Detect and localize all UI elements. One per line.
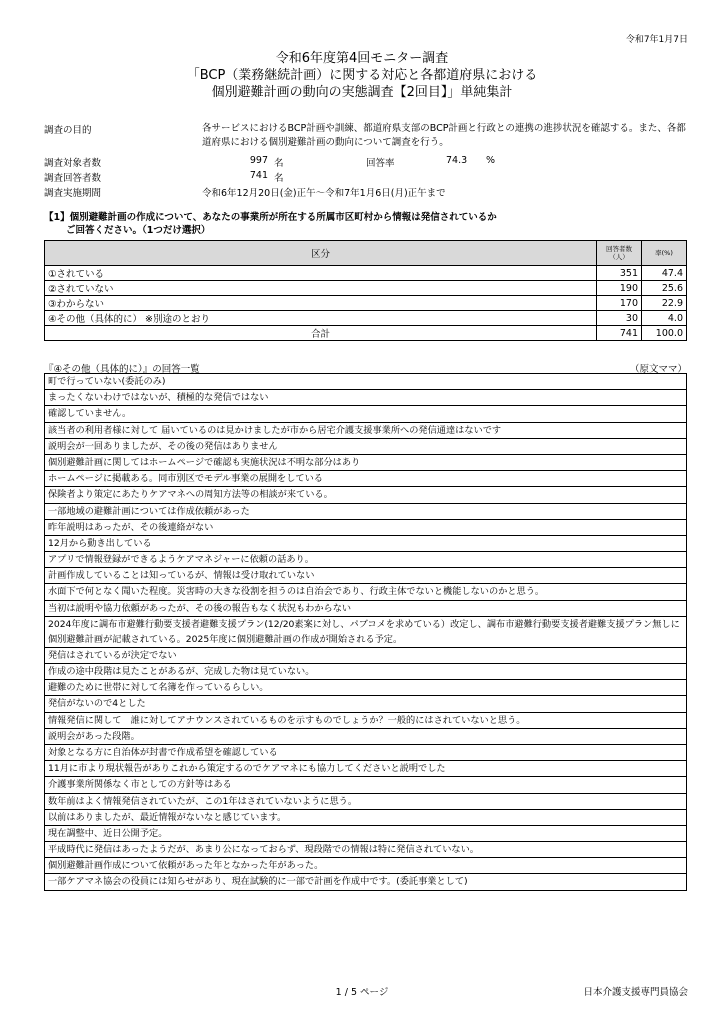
list-item: 2024年度に調布市避難行動要支援者避難支援プラン(12/20素案に対し、パブコメを求めている）改定し、調布市避難行動要支援者避難支援プラン無しに個別避難計画が記載されている。2025年度に個別避難計画の作成が開始される予定。 bbox=[45, 617, 686, 648]
header-rate: 率(%) bbox=[642, 241, 687, 266]
table-total-row bbox=[45, 326, 687, 341]
list-item: 個別避難計画に関してはホームページで確認も実施状況は不明な部分はあり bbox=[45, 455, 686, 471]
list-item: 発信はされているが決定でない bbox=[45, 648, 686, 664]
row-rate: 4.0 bbox=[642, 311, 687, 326]
respondents-label: 調査回答者数 bbox=[44, 173, 102, 184]
list-item: 以前はありましたが、最近情報がないなと感じています。 bbox=[45, 810, 686, 826]
respondents-unit: 名 bbox=[274, 173, 284, 184]
title-line-1: 令和6年度第4回モニター調査 bbox=[275, 51, 449, 66]
row-rate: 22.9 bbox=[642, 296, 687, 311]
respondents-row bbox=[44, 170, 690, 185]
period-value: 令和6年12月20日(金)正午～令和7年1月6日(月)正午まで bbox=[202, 188, 446, 199]
page-number: 1 / 5 ページ bbox=[335, 987, 389, 998]
list-item: 現在調整中、近日公開予定。 bbox=[45, 826, 686, 842]
list-item: 確認していません。 bbox=[45, 406, 686, 422]
title-line-3: 個別避難計画の動向の実態調査【2回目】」単純集計 bbox=[211, 85, 513, 100]
list-item: 対象となる方に自治体が封書で作成希望を確認している bbox=[45, 745, 686, 761]
row-count: 190 bbox=[597, 281, 642, 296]
list-item: 平成時代に発信はあったようだが、あまり公になっておらず、現段階での情報は特に発信されていない。 bbox=[45, 842, 686, 858]
list-item: 説明会が一回ありましたが、その後の発信はありません bbox=[45, 439, 686, 455]
list-item: ホームページに掲載ある。同市別区でモデル事業の展開をしている bbox=[45, 471, 686, 487]
purpose-label: 調査の目的 bbox=[44, 125, 92, 136]
document-title bbox=[0, 50, 724, 101]
list-item: 避難のために世帯に対して名簿を作っているらしい。 bbox=[45, 680, 686, 696]
period-row bbox=[44, 185, 690, 200]
total-count: 741 bbox=[597, 326, 642, 341]
list-item: 町で行っていない(委託のみ) bbox=[45, 374, 686, 390]
result-table bbox=[44, 240, 687, 341]
list-item: 説明会があった段階。 bbox=[45, 729, 686, 745]
table-row bbox=[45, 281, 687, 296]
list-item: 保険者より策定にあたりケアマネへの周知方法等の相談が来ている。 bbox=[45, 487, 686, 503]
list-item: 昨年説明はあったが、その後連絡がない bbox=[45, 520, 686, 536]
list-item: 情報発信に関して 誰に対してアナウンスされているものを示すものでしょうか？一般的にはされていないと思う。 bbox=[45, 713, 686, 729]
list-item: 個別避難計画作成について依頼があった年となかった年があった。 bbox=[45, 858, 686, 874]
answers-list bbox=[44, 373, 687, 891]
row-label: ②されていない bbox=[45, 281, 597, 296]
target-label: 調査対象者数 bbox=[44, 158, 102, 169]
list-item: 作成の途中段階は見たことがあるが、完成した物は見ていない。 bbox=[45, 664, 686, 680]
respondents-value: 741 bbox=[249, 170, 268, 181]
title-line-2: 「BCP（業務継続計画）に関する対応と各都道府県における bbox=[186, 68, 538, 83]
table-row bbox=[45, 296, 687, 311]
row-rate: 25.6 bbox=[642, 281, 687, 296]
question-line-1: 【1】個別避難計画の作成について、あなたの事業所が所在する所属市区町村から情報は発信されているか bbox=[44, 212, 497, 223]
response-rate-value: 74.3 bbox=[446, 155, 468, 166]
answers-note: （原文ママ） bbox=[629, 364, 687, 375]
response-rate-label: 回答率 bbox=[366, 158, 395, 169]
list-item: 11月に市より現状報告がありこれから策定するのでケアマネにも協力してくださいと説明でした bbox=[45, 761, 686, 777]
response-rate-unit: % bbox=[486, 155, 496, 166]
list-item: 数年前はよく情報発信されていたが、この1年はされていないように思う。 bbox=[45, 794, 686, 810]
purpose-text: 各サービスにおけるBCP計画や訓練、都道府県支部のBCP計画と行政との連携の進捗状況を確認する。また、各都道府県における個別避難計画の動向について調査を行う。 bbox=[202, 123, 686, 148]
list-item: 該当者の利用者様に対して 届いているのは見かけましたが市から居宅介護支援事業所への発信通達はないです bbox=[45, 423, 686, 439]
list-item: アプリで情報登録ができるようケアマネジャーに依頼の話あり。 bbox=[45, 552, 686, 568]
question-line-2: ご回答ください。（1つだけ選択） bbox=[66, 225, 211, 236]
list-item: 計画作成していることは知っているが、情報は受け取れていない bbox=[45, 568, 686, 584]
list-item: 発信がないので4とした bbox=[45, 696, 686, 712]
survey-meta bbox=[44, 122, 690, 200]
answers-heading: 『④その他（具体的に）』の回答一覧 bbox=[44, 364, 200, 375]
row-label: ④その他（具体的に） ※別途のとおり bbox=[45, 311, 597, 326]
row-count: 170 bbox=[597, 296, 642, 311]
list-item: 12月から動き出している bbox=[45, 536, 686, 552]
row-rate: 47.4 bbox=[642, 266, 687, 281]
question-title bbox=[44, 211, 690, 237]
list-item: 一部地域の避難計画については作成依頼があった bbox=[45, 504, 686, 520]
row-label: ③わからない bbox=[45, 296, 597, 311]
list-item: 水面下で何となく聞いた程度。災害時の大きな役割を担うのは自治会であり、行政主体でないと機能しないのかと思う。 bbox=[45, 584, 686, 600]
row-label: ①されている bbox=[45, 266, 597, 281]
period-label: 調査実施期間 bbox=[44, 188, 102, 199]
target-value: 997 bbox=[249, 155, 268, 166]
document-date: 令和7年1月7日 bbox=[625, 35, 688, 45]
total-rate: 100.0 bbox=[642, 326, 687, 341]
target-unit: 名 bbox=[274, 158, 284, 169]
table-row bbox=[45, 311, 687, 326]
list-item: 当初は説明や協力依頼があったが、その後の報告もなく状況もわからない bbox=[45, 601, 686, 617]
row-count: 351 bbox=[597, 266, 642, 281]
list-item: 一部ケアマネ協会の役員には知らせがあり、現在試験的に一部で計画を作成中です。(委託事業として) bbox=[48, 876, 468, 888]
table-row bbox=[45, 266, 687, 281]
header-count: 回答者数（人） bbox=[597, 241, 642, 266]
list-item: 介護事業所関係なく市としての方針等はある bbox=[45, 777, 686, 793]
list-item: まったくないわけではないが、積極的な発信ではない bbox=[45, 390, 686, 406]
total-label: 合計 bbox=[45, 326, 597, 341]
organization-name: 日本介護支援専門員協会 bbox=[583, 987, 688, 998]
row-count: 30 bbox=[597, 311, 642, 326]
purpose-row bbox=[44, 122, 690, 155]
header-category: 区分 bbox=[45, 241, 597, 266]
target-row bbox=[44, 155, 690, 170]
